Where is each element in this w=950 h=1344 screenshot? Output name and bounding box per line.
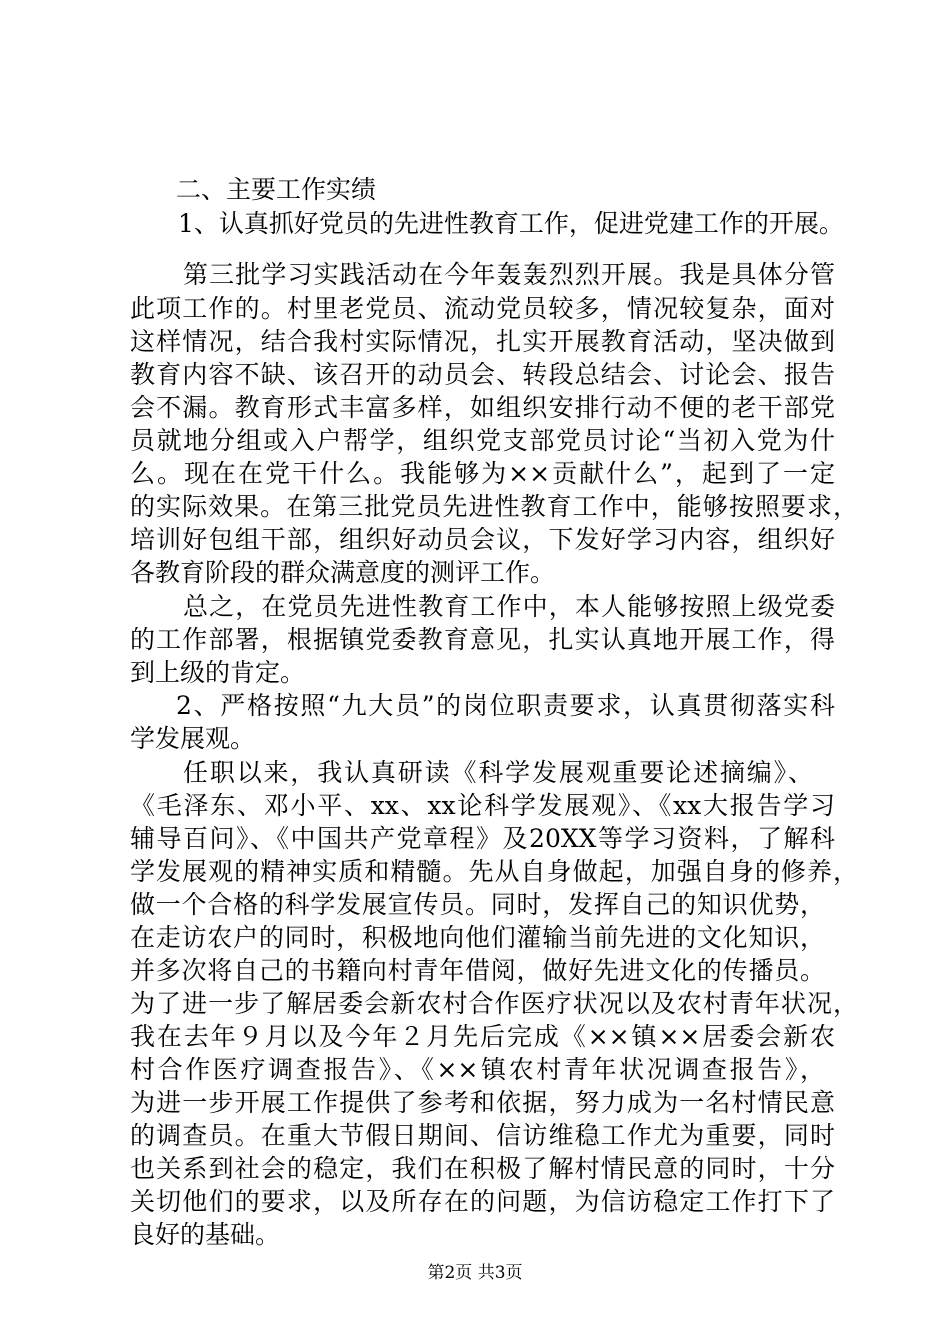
paragraph-1-line: 教育内容不缺、该召开的动员会、转段总结会、讨论会、报告 xyxy=(130,360,835,389)
paragraph-2-line: 到上级的肯定。 xyxy=(130,658,306,687)
page-number-footer: 第2页 共3页 xyxy=(427,1263,523,1283)
paragraph-3-line: 在走访农户的同时，积极地向他们灌输当前先进的文化知识， xyxy=(130,923,825,952)
subheading-2-line: 学发展观。 xyxy=(130,724,256,753)
subheading-1: 1、认真抓好党员的先进性教育工作，促进党建工作的开展。 xyxy=(178,209,844,238)
paragraph-3-line: 关切他们的要求，以及所存在的问题，为信访稳定工作打下了 xyxy=(130,1187,835,1216)
paragraph-3-line: 的调查员。在重大节假日期间、信访维稳工作尤为重要，同时 xyxy=(130,1121,835,1150)
paragraph-1-line: 第三批学习实践活动在今年轰轰烈烈开展。我是具体分管 xyxy=(183,260,835,289)
paragraph-1-line: 各教育阶段的群众满意度的测评工作。 xyxy=(130,558,556,587)
paragraph-3-line: 做一个合格的科学发展宣传员。同时，发挥自己的知识优势， xyxy=(130,890,825,919)
paragraph-1-line: 的实际效果。在第三批党员先进性教育工作中，能够按照要求， xyxy=(130,492,858,521)
paragraph-1-line: 会不漏。教育形式丰富多样，如组织安排行动不便的老干部党 xyxy=(130,393,835,422)
paragraph-3-line: 并多次将自己的书籍向村青年借阅，做好先进文化的传播员。 xyxy=(130,956,825,985)
paragraph-3-line: 辅导百问》、《中国共产党章程》及20XX等学习资料，了解科 xyxy=(130,824,835,853)
paragraph-1-line: 这样情况，结合我村实际情况，扎实开展教育活动，坚决做到 xyxy=(130,327,835,356)
paragraph-2-line: 的工作部署，根据镇党委教育意见，扎实认真地开展工作，得 xyxy=(130,625,835,654)
paragraph-3-line: 任职以来，我认真研读《科学发展观重要论述摘编》、 xyxy=(183,758,813,787)
paragraph-3-line: 学发展观的精神实质和精髓。先从自身做起，加强自身的修养， xyxy=(130,857,858,886)
paragraph-3-line: 良好的基础。 xyxy=(130,1220,281,1249)
paragraph-1-line: 培训好包组干部，组织好动员会议，下发好学习内容，组织好 xyxy=(130,525,835,554)
paragraph-3-line: 也关系到社会的稳定，我们在积极了解村情民意的同时，十分 xyxy=(130,1154,835,1183)
paragraph-3-line: 村合作医疗调查报告》、《××镇农村青年状况调查报告》， xyxy=(130,1055,825,1084)
paragraph-1-line: 此项工作的。村里老党员、流动党员较多，情况较复杂，面对 xyxy=(130,294,835,323)
paragraph-1-line: 员就地分组或入户帮学，组织党支部党员讨论“当初入党为什 xyxy=(130,426,835,455)
paragraph-3-line: 为了进一步了解居委会新农村合作医疗状况以及农村青年状况， xyxy=(130,989,858,1018)
paragraph-3-line: 我在去年９月以及今年２月先后完成《××镇××居委会新农 xyxy=(130,1022,835,1051)
paragraph-1-line: 么。现在在党干什么。我能够为××贡献什么”，起到了一定 xyxy=(130,459,835,488)
paragraph-3-line: 为进一步开展工作提供了参考和依据，努力成为一名村情民意 xyxy=(130,1088,835,1117)
paragraph-2-line: 总之，在党员先进性教育工作中，本人能够按照上级党委 xyxy=(183,592,835,621)
paragraph-3-line: 《毛泽东、邓小平、xx、xx论科学发展观》、《xx大报告学习 xyxy=(130,791,835,820)
subheading-2-line: 2、严格按照“九大员”的岗位职责要求，认真贯彻落实科 xyxy=(176,691,835,720)
section-heading: 二、主要工作实绩 xyxy=(176,175,377,204)
